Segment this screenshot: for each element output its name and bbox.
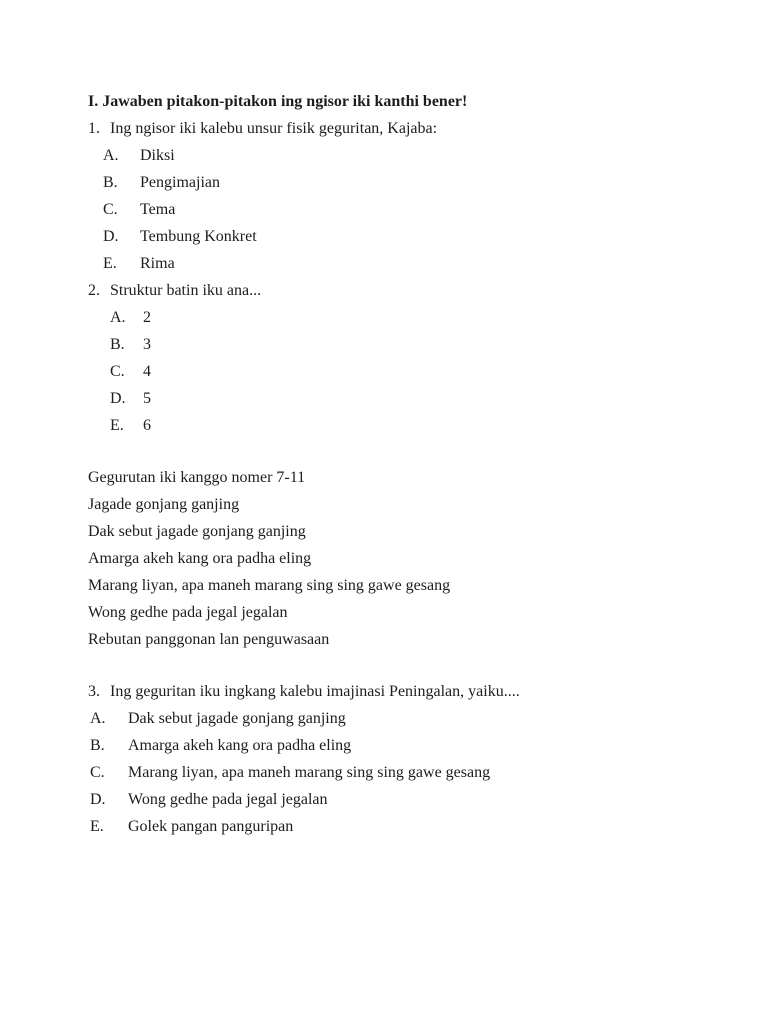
passage-line: Jagade gonjang ganjing <box>88 496 240 513</box>
option-text: 5 <box>143 390 151 407</box>
option-text: Rima <box>140 255 175 272</box>
question-1-option-a <box>88 142 708 169</box>
option-text: Golek pangan panguripan <box>128 818 294 835</box>
option-letter: B. <box>110 336 125 353</box>
option-letter: A. <box>90 710 106 727</box>
question-3-option-a <box>88 705 708 732</box>
question-2-option-d <box>88 385 708 412</box>
question-3-option-d <box>88 786 708 813</box>
question-3-option-b <box>88 732 708 759</box>
option-text: 2 <box>143 309 151 326</box>
question-2-option-b <box>88 331 708 358</box>
option-letter: A. <box>103 147 119 164</box>
question-3-option-c <box>88 759 708 786</box>
option-text: Marang liyan, apa maneh marang sing sing gawe gesang <box>128 764 491 781</box>
instruction-heading: I. Jawaben pitakon-pitakon ing ngisor iki kanthi bener! <box>88 93 468 110</box>
option-text: 4 <box>143 363 151 380</box>
option-letter: A. <box>110 309 126 326</box>
question-1-option-b <box>88 169 708 196</box>
question-2-option-a <box>88 304 708 331</box>
option-letter: C. <box>103 201 118 218</box>
option-letter: B. <box>90 737 105 754</box>
option-text: Wong gedhe pada jegal jegalan <box>128 791 328 808</box>
question-3-options <box>88 705 708 840</box>
question-1 <box>88 115 708 142</box>
passage-line: Amarga akeh kang ora padha eling <box>88 550 312 567</box>
option-letter: E. <box>103 255 117 272</box>
option-letter: E. <box>90 818 104 835</box>
option-letter: C. <box>90 764 105 781</box>
question-number: 2. <box>88 282 100 299</box>
option-text: Pengimajian <box>140 174 220 191</box>
question-number: 1. <box>88 120 100 137</box>
question-2-options <box>88 304 708 439</box>
question-text: Struktur batin iku ana... <box>110 282 262 299</box>
passage-line: Marang liyan, apa maneh marang sing sing gawe gesang <box>88 577 451 594</box>
question-1-option-e <box>88 250 708 277</box>
option-text: Dak sebut jagade gonjang ganjing <box>128 710 346 727</box>
question-1-options <box>88 142 708 277</box>
option-text: Diksi <box>140 147 175 164</box>
option-letter: B. <box>103 174 118 191</box>
option-letter: C. <box>110 363 125 380</box>
question-text: Ing ngisor iki kalebu unsur fisik geguritan, Kajaba: <box>110 120 438 137</box>
question-3-option-e <box>88 813 708 840</box>
option-text: Tema <box>140 201 176 218</box>
option-text: 3 <box>143 336 151 353</box>
passage-line: Rebutan panggonan lan penguwasaan <box>88 631 330 648</box>
option-text: Amarga akeh kang ora padha eling <box>128 737 352 754</box>
question-1-option-d <box>88 223 708 250</box>
passage-intro: Gegurutan iki kanggo nomer 7-11 <box>88 469 306 486</box>
option-letter: D. <box>103 228 119 245</box>
question-text: Ing geguritan iku ingkang kalebu imajinasi Peningalan, yaiku.... <box>110 683 520 700</box>
option-letter: D. <box>90 791 106 808</box>
option-letter: E. <box>110 417 124 434</box>
option-text: Tembung Konkret <box>140 228 257 245</box>
question-number: 3. <box>88 683 100 700</box>
passage-line: Dak sebut jagade gonjang ganjing <box>88 523 306 540</box>
passage-line: Wong gedhe pada jegal jegalan <box>88 604 288 621</box>
question-3 <box>88 678 708 705</box>
question-2 <box>88 277 708 304</box>
option-text: 6 <box>143 417 151 434</box>
question-2-option-c <box>88 358 708 385</box>
question-1-option-c <box>88 196 708 223</box>
question-2-option-e <box>88 412 708 439</box>
option-letter: D. <box>110 390 126 407</box>
